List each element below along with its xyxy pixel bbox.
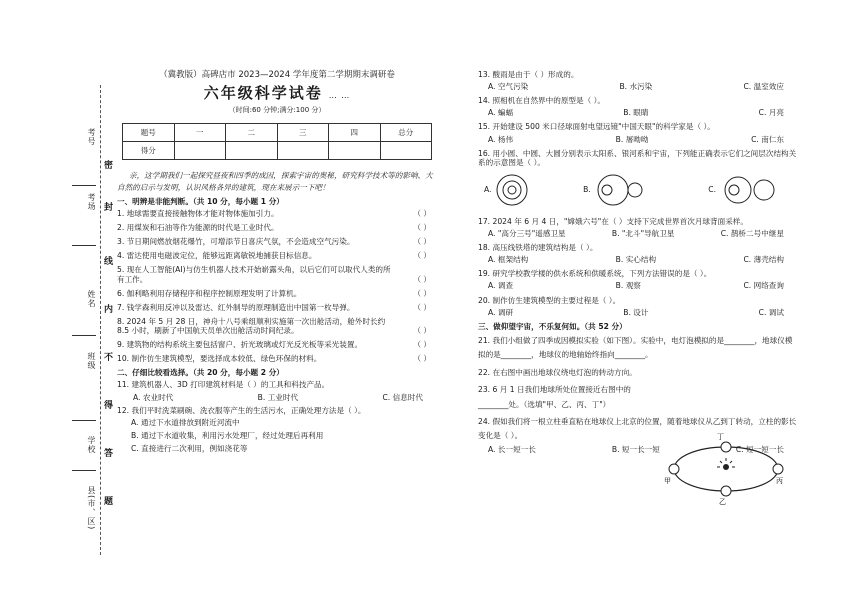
tf-question-8[interactable]: 8. 2024 年 5 月 28 日，神舟十八号乘组顺利实施第一次出舱活动，舱外时长约 8.5 小时，刷新了中国航天员单次出舱活动时间纪录。 （ ） (117, 316, 431, 335)
mc-options-15 (478, 135, 800, 144)
svg-text:乙: 乙 (719, 498, 726, 505)
section-3-title: 三、做仰望宇宙，不乐复何如。（共 52 分） (478, 321, 627, 331)
option-b[interactable]: B. 设计 (623, 307, 649, 317)
mc-question-18: 18. 高压线铁塔的建筑结构是（ ）。 (478, 243, 598, 253)
tf-question-2[interactable]: 2. 用煤炭和石油等作为能源的时代是工业时代。 （ ） (117, 223, 431, 233)
mc-options-18 (478, 255, 800, 264)
exam-header: （冀教版）高碑店市 2023—2024 学年度第二学期期末调研卷 (159, 70, 395, 80)
binding-label-exam-no: 考号 (87, 128, 96, 146)
option-a[interactable]: A. 蝙蝠 (488, 108, 514, 118)
option-b[interactable]: B. "北斗"导航卫星 (611, 228, 675, 238)
option-c[interactable]: C. 薄壳结构 (743, 255, 784, 265)
option-a[interactable]: A. 通过下水道排放到附近河流中 (131, 417, 240, 427)
question-23[interactable]: 23. 6 月 1 日我们地球所处位置接近右图中的________处。（选填"甲、乙、丙、丁"） (478, 385, 631, 409)
earth-orbit-diagram[interactable] (664, 425, 794, 505)
svg-text:丁: 丁 (717, 433, 724, 441)
mc-question-11: 11. 建筑机器人、3D 打印建筑材料是（ ）的工具和科技产品。 (117, 380, 330, 390)
score-cell[interactable] (226, 141, 278, 159)
option-c[interactable]: C. 温室效应 (743, 82, 784, 92)
option-c[interactable]: C. 南仁东 (751, 134, 784, 144)
option-b[interactable]: B. 眼睛 (623, 108, 649, 118)
mc-question-13: 13. 酸雨是由于（ ）形成的。 (478, 70, 579, 79)
partial-nested-diagram (595, 173, 655, 207)
exam-title: 六年级科学试卷 … … (203, 84, 351, 103)
section-1-title: 一、明辨是非能判断。（共 10 分，每小题 1 分） (117, 196, 284, 206)
mc-question-16: 16. 用小圆、中圆、大圆分别表示太阳系、银河系和宇宙，下列能正确表示它们之间层次结构关系的示意图是（ ）。 (478, 148, 797, 167)
option-b[interactable]: B. (583, 173, 655, 207)
section-2-title: 二、仔细比较看选择。（共 20 分，每小题 2 分） (117, 368, 284, 378)
mc-options-17 (478, 229, 800, 238)
seal-char: 不 (104, 353, 114, 363)
binding-label-county: 县(市、区) (87, 486, 96, 531)
seal-char: 内 (104, 305, 114, 315)
mc-question-20: 20. 制作仿生建筑模型的主要过程是（ ）。 (478, 295, 621, 305)
option-b[interactable]: B. 观察 (615, 281, 641, 291)
score-cell[interactable] (174, 141, 226, 159)
seal-char: 线 (104, 257, 114, 267)
tf-question-6[interactable]: 6. 伽利略利用存储程序和程序控制原理发明了计算机。 （ ） (117, 288, 431, 298)
mc-question-15: 15. 开始建设 500 米口径球面射电望远镜"中国天眼"的科学家是（ ）。 (478, 122, 715, 132)
orbit-svg (664, 425, 794, 505)
option-a[interactable]: A. 长一短一长 (488, 445, 536, 455)
option-a[interactable]: A. 农业时代 (133, 392, 174, 402)
mc-options-20 (478, 308, 800, 317)
option-c[interactable]: C. 直接进行二次利用，例如浇花等 (131, 443, 248, 453)
option-b[interactable]: B. 水污染 (619, 82, 653, 92)
intro-text: 亲，这学期我们一起探究昼夜和四季的成因，探索宇宙的奥秘，研究科学技术等的影响、大自然的启示与发明，认识风格各异的建筑，现在来展示一下吧！ (117, 170, 433, 192)
svg-text:甲: 甲 (664, 477, 671, 485)
tf-question-9[interactable]: 9. 建筑物的结构系统主要包括窗户、折光玻璃或灯光反光板等采光装置。 （ ） (117, 340, 431, 350)
nested-circles-diagram (495, 173, 529, 207)
tf-question-7[interactable]: 7. 钱学森利用反冲以及雷达、红外制导的原理制造出中国第一枚导弹。 （ ） (117, 302, 431, 312)
option-c[interactable]: C. 调试 (758, 307, 784, 317)
option-a[interactable]: A. (484, 173, 529, 207)
option-c[interactable]: C. 信息时代 (382, 392, 423, 402)
seal-char: 密 (104, 161, 114, 171)
tf-question-4[interactable]: 4. 雷达使用电磁波定位，能够远距离敏锐地捕获目标信息。 （ ） (117, 251, 431, 261)
binding-label-class: 班级 (87, 352, 96, 370)
mc-options-14 (478, 108, 800, 117)
option-b[interactable]: B. 工业时代 (257, 392, 299, 402)
tf-question-5[interactable]: 5. 现在人工智能(AI)与仿生机器人技术开始崭露头角，以后它们可以取代人类的所有工作。 （ ） (117, 265, 431, 284)
time-info: （时间:60 分钟;满分:100 分） (228, 106, 326, 115)
binding-label-school: 学校 (87, 436, 96, 454)
lamp-icon (717, 458, 735, 470)
seal-char: 封 (104, 203, 114, 213)
left-column (117, 70, 437, 457)
option-b[interactable]: B. 实心结构 (615, 255, 657, 265)
mc-options-11 (117, 393, 437, 402)
right-column (478, 70, 800, 459)
mc-options-12 (117, 418, 437, 453)
mc-question-12: 12. 我们平时洗菜刷碗、洗衣服等产生的生活污水，正确处理方法是（ ）。 (117, 405, 366, 415)
option-c[interactable]: C. 短一短一长 (735, 445, 784, 455)
option-c[interactable]: C. 月亮 (758, 108, 784, 118)
score-cell[interactable] (380, 141, 432, 159)
option-b[interactable]: B. 屠呦呦 (615, 134, 649, 144)
seal-char: 得 (104, 401, 114, 411)
score-cell[interactable] (277, 141, 329, 159)
score-table: 题号 一 二 三 四 总分 得分 (122, 123, 432, 160)
seal-line (100, 85, 101, 555)
binding-label-name: 姓名 (87, 290, 96, 308)
tf-question-10[interactable]: 10. 制作仿生建筑模型，要选择成本较低、绿色环保的材料。 （ ） (117, 354, 431, 364)
score-cell[interactable] (329, 141, 381, 159)
option-a[interactable]: A. 框架结构 (488, 255, 529, 265)
binding-label-room: 考场 (87, 193, 96, 211)
option-a[interactable]: A. 调研 (488, 307, 514, 317)
option-c[interactable]: C. 鹊桥二号中继星 (720, 228, 784, 238)
separate-circles-diagram (720, 173, 780, 207)
seal-char: 答 (104, 449, 114, 459)
option-c[interactable]: C. 网络查询 (743, 281, 784, 291)
question-21[interactable]: 21. 我们小组做了四季成因模拟实验（如下图）。实验中，电灯泡模拟的是________，地球仪模拟的是________，地球仪的地轴始终指向________。 (478, 335, 793, 360)
mc-question-14: 14. 照相机在自然界中的原型是（ ）。 (478, 96, 606, 106)
mc-question-17: 17. 2024 年 6 月 4 日，"嫦娥六号"在（ ）支持下完成世界首次月球背面采样。 (478, 216, 748, 226)
option-b[interactable]: B. 通过下水道收集，利用污水处理厂，经过处理后再利用 (131, 430, 324, 440)
mc-options-13 (478, 82, 800, 91)
seal-char: 题 (104, 497, 114, 507)
mc-question-19: 19. 研究学校教学楼的供水系统和供暖系统，下列方法错误的是（ ）。 (478, 269, 712, 279)
option-b[interactable]: B. 短一长一短 (611, 445, 660, 455)
option-a[interactable]: A. "高分三号"遥感卫星 (488, 228, 566, 238)
binding-margin (0, 0, 120, 609)
tf-question-3[interactable]: 3. 节日期间燃放烟花爆竹，可增添节日喜庆气氛，不会造成空气污染。 （ ） (117, 237, 431, 247)
tf-question-1[interactable]: 1. 地球需要直接接触物体才能对物体施加引力。 （ ） (117, 208, 431, 218)
question-24: 24. 假如我们将一根立柱垂直粘在地球仪上北京的位置，随着地球仪从乙到丁转动，立柱的影长变化是（ ）。 (478, 416, 797, 440)
mc-options-19 (478, 281, 800, 290)
option-c[interactable]: C. (708, 173, 780, 207)
question-22: 22. 在右图中画出地球仪绕电灯泡的转动方向。 (478, 367, 637, 377)
option-a[interactable]: A. 调查 (488, 281, 514, 291)
svg-text:丙: 丙 (776, 477, 783, 485)
mc-options-16 (478, 173, 800, 207)
option-a[interactable]: A. 空气污染 (488, 82, 529, 92)
option-a[interactable]: A. 杨伟 (488, 134, 514, 144)
